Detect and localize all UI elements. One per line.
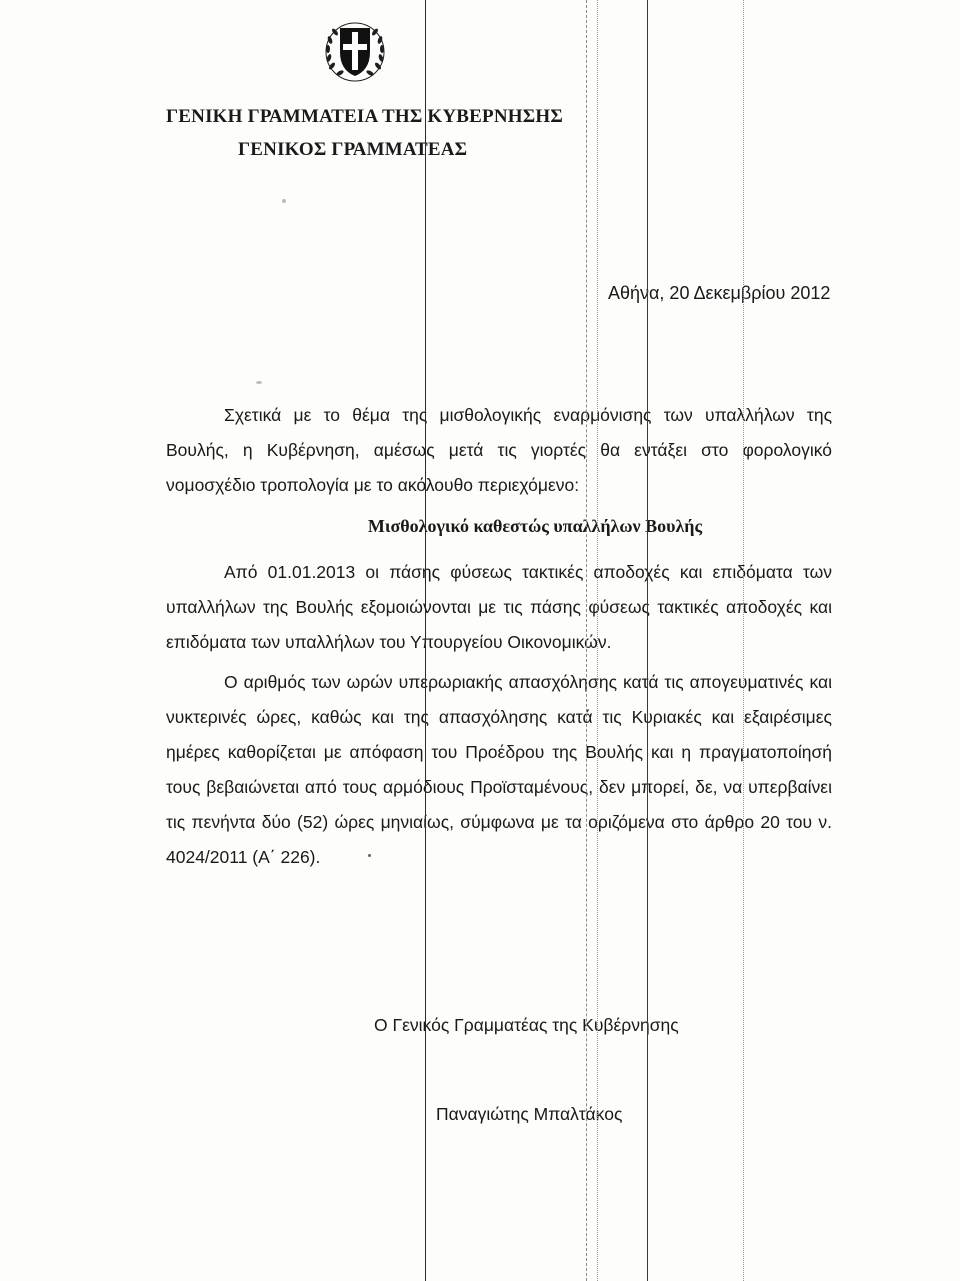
signature-title: Ο Γενικός Γραμματέας της Κυβέρνησης	[374, 1015, 679, 1035]
subject-heading: Μισθολογικό καθεστώς υπαλλήλων Βουλής	[367, 516, 703, 536]
paragraph-salary	[166, 555, 832, 660]
paragraph-overtime-text: Ο αριθμός των ωρών υπερωριακής απασχόλησης κατά τις απογευματινές και νυκτερινές ώρες, καθώς και της απασχόλησης κατά τις Κυριακές και εξαιρέσιμες ημέρες καθορίζεται με απόφαση του Προέδρου της Βουλής και η πραγματοποίησή τους βεβαιώνεται από τους αρμόδιους Προϊσταμένους, δεν μπορεί, δε, να υπερβαίνει τις πενήντα δύο (52) ώρες μηνιαίως, σύμφωνα με τα οριζόμενα στο άρθρο 20 του ν. 4024/2011 (Α΄ 226).	[166, 672, 832, 867]
scan-speck	[256, 381, 262, 384]
header-organization: ΓΕΝΙΚΗ ΓΡΑΜΜΑΤΕΙΑ ΤΗΣ ΚΥΒΕΡΝΗΣΗΣ	[166, 106, 563, 127]
scan-artifact-line	[647, 0, 648, 1281]
signature-name: Παναγιώτης Μπαλτάκος	[436, 1104, 623, 1124]
scan-artifact-line	[743, 0, 744, 1281]
scan-speck	[282, 199, 286, 203]
dateline: Αθήνα, 20 Δεκεμβρίου 2012	[608, 283, 831, 303]
scan-artifact-line	[425, 0, 426, 1281]
intro-paragraph	[166, 398, 832, 503]
header-office: ΓΕΝΙΚΟΣ ΓΡΑΜΜΑΤΕΑΣ	[238, 139, 468, 160]
paragraph-salary-text: Από 01.01.2013 οι πάσης φύσεως τακτικές αποδοχές και επιδόματα των υπαλλήλων της Βουλής εξομοιώνονται με τις πάσης φύσεως τακτικές αποδοχές και επιδόματα των υπαλλήλων του Υπουργείου Οικονομικών.	[166, 562, 832, 652]
paragraph-overtime	[166, 665, 832, 875]
scan-artifact-line	[597, 0, 598, 1281]
intro-text: Σχετικά με το θέμα της μισθολογικής εναρμόνισης των υπαλλήλων της Βουλής, η Κυβέρνηση, αμέσως μετά τις γιορτές θα εντάξει στο φορολογικό νομοσχέδιο τροπολογία με το ακόλουθο περιεχόμενο:	[166, 405, 832, 495]
scan-speck	[368, 854, 371, 857]
coat-of-arms-icon	[320, 14, 390, 84]
scan-artifact-line	[586, 0, 587, 1281]
